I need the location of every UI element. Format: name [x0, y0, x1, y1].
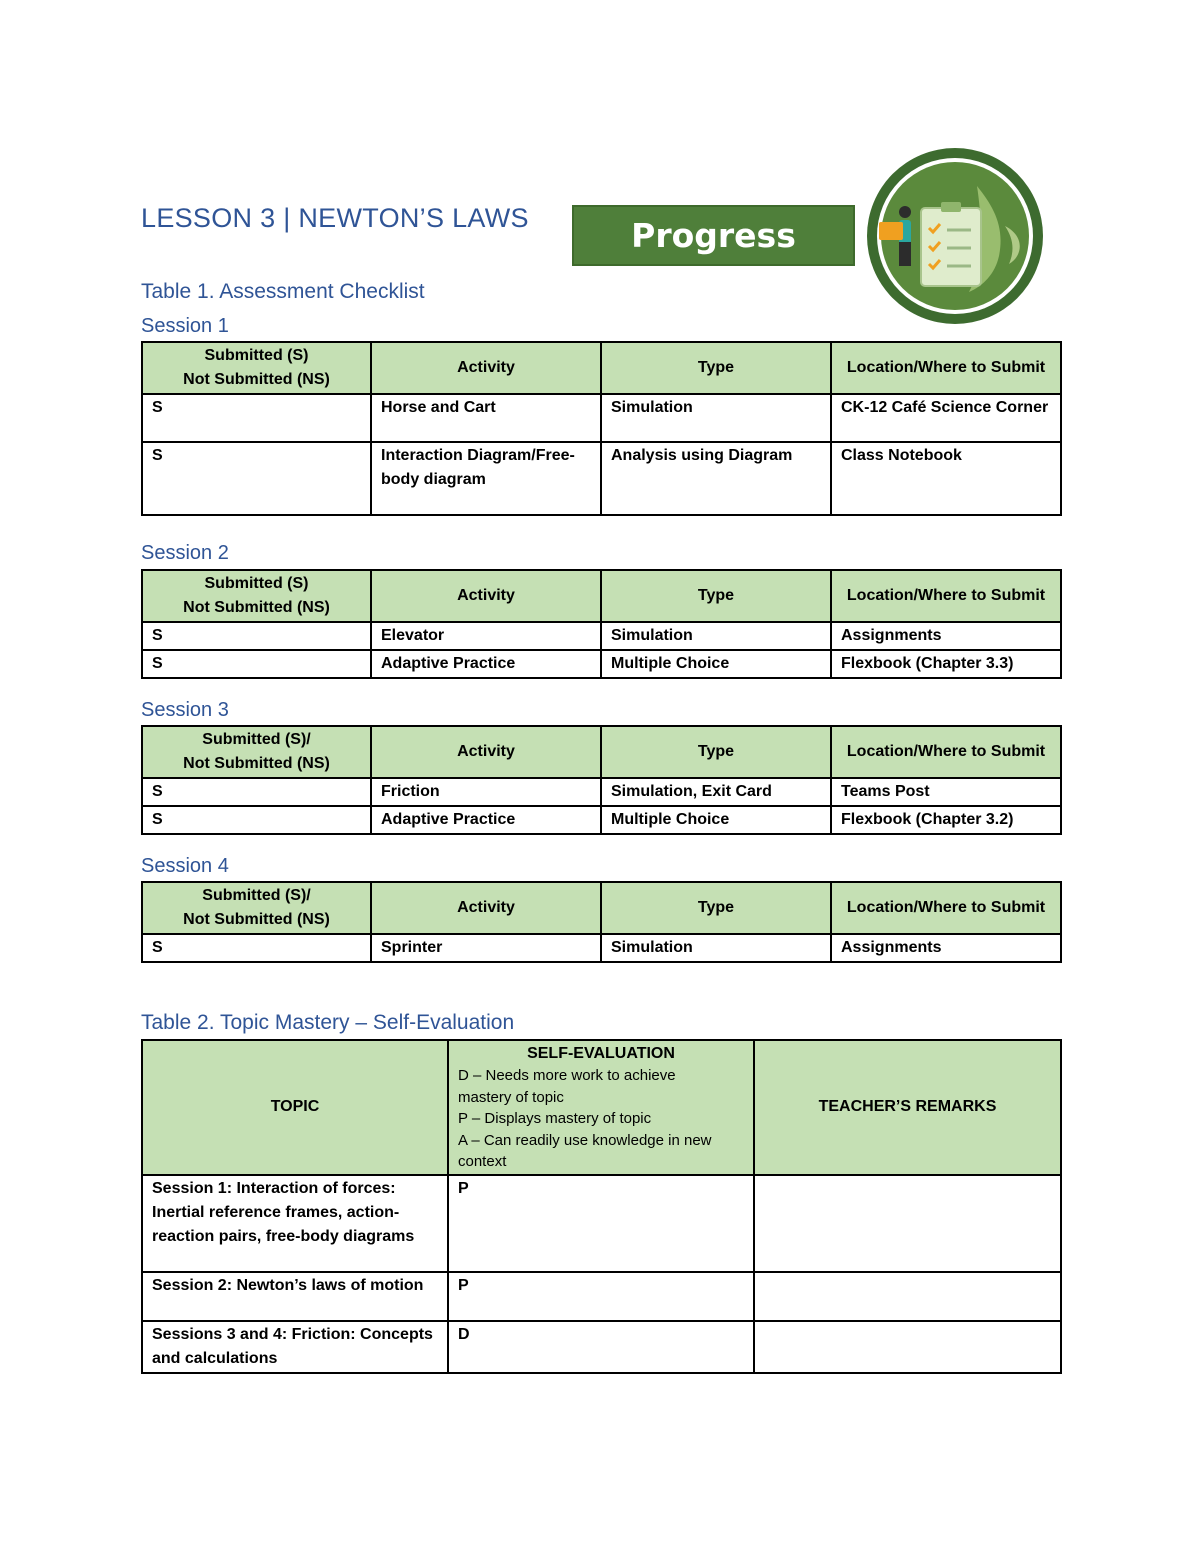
header-activity: Activity [371, 570, 601, 622]
cell-type: Analysis using Diagram [601, 442, 831, 515]
cell-type: Simulation, Exit Card [601, 778, 831, 806]
header-self-evaluation: SELF-EVALUATION D – Needs more work to achieve mastery of topic P – Displays mastery of topic A – Can readily use knowledge in new context [448, 1040, 754, 1175]
table-row [142, 394, 1061, 442]
cell-location: Teams Post [831, 778, 1061, 806]
header-topic: TOPIC [142, 1040, 448, 1175]
header-submitted: Submitted (S) Not Submitted (NS) [142, 342, 371, 394]
session-1-label: Session 1 [141, 315, 229, 337]
cell-rating: P [448, 1272, 754, 1321]
header-activity: Activity [371, 882, 601, 934]
header-type: Type [601, 342, 831, 394]
cell-activity: Adaptive Practice [371, 806, 601, 834]
table2-caption: Table 2. Topic Mastery – Self-Evaluation [141, 1011, 515, 1034]
table1-caption: Table 1. Assessment Checklist [141, 280, 425, 303]
cell-location: Flexbook (Chapter 3.2) [831, 806, 1061, 834]
table-row [142, 650, 1061, 678]
header-activity: Activity [371, 726, 601, 778]
cell-rating: P [448, 1175, 754, 1272]
cell-status: S [142, 778, 371, 806]
cell-type: Multiple Choice [601, 806, 831, 834]
header-submitted: Submitted (S) Not Submitted (NS) [142, 570, 371, 622]
cell-location: Flexbook (Chapter 3.3) [831, 650, 1061, 678]
cell-activity: Friction [371, 778, 601, 806]
cell-location: Class Notebook [831, 442, 1061, 515]
cell-remarks[interactable] [754, 1321, 1061, 1373]
cell-location: Assignments [831, 622, 1061, 650]
cell-activity: Horse and Cart [371, 394, 601, 442]
header-teacher-remarks: TEACHER’S REMARKS [754, 1040, 1061, 1175]
header-location: Location/Where to Submit [831, 342, 1061, 394]
cell-topic: Session 2: Newton’s laws of motion [142, 1272, 448, 1321]
table-row [142, 1272, 1061, 1321]
header-activity: Activity [371, 342, 601, 394]
cell-status: S [142, 934, 371, 962]
cell-status: S [142, 806, 371, 834]
cell-status: S [142, 394, 371, 442]
cell-status: S [142, 442, 371, 515]
header-type: Type [601, 570, 831, 622]
cell-type: Simulation [601, 934, 831, 962]
lesson-title: LESSON 3 | NEWTON’S LAWS [141, 203, 529, 233]
session-2-label: Session 2 [141, 542, 229, 564]
cell-activity: Sprinter [371, 934, 601, 962]
table-row [142, 806, 1061, 834]
header-location: Location/Where to Submit [831, 570, 1061, 622]
header-location: Location/Where to Submit [831, 882, 1061, 934]
cell-type: Simulation [601, 622, 831, 650]
session-3-table [141, 725, 1062, 835]
progress-check-badge: Progress Check [572, 205, 855, 266]
cell-remarks[interactable] [754, 1175, 1061, 1272]
cell-activity: Elevator [371, 622, 601, 650]
cell-type: Multiple Choice [601, 650, 831, 678]
table-row [142, 622, 1061, 650]
session-4-label: Session 4 [141, 855, 229, 877]
table-row [142, 778, 1061, 806]
session-1-table [141, 341, 1062, 516]
header-type: Type [601, 726, 831, 778]
table-row [142, 1175, 1061, 1272]
table-row [142, 1321, 1061, 1373]
session-3-label: Session 3 [141, 699, 229, 721]
cell-remarks[interactable] [754, 1272, 1061, 1321]
session-2-table [141, 569, 1062, 679]
header-submitted: Submitted (S)/ Not Submitted (NS) [142, 882, 371, 934]
cell-activity: Interaction Diagram/Free-body diagram [371, 442, 601, 515]
header-location: Location/Where to Submit [831, 726, 1061, 778]
cell-location: Assignments [831, 934, 1061, 962]
header-type: Type [601, 882, 831, 934]
cell-topic: Sessions 3 and 4: Friction: Concepts and calculations [142, 1321, 448, 1373]
session-4-table [141, 881, 1062, 963]
cell-status: S [142, 622, 371, 650]
cell-status: S [142, 650, 371, 678]
cell-topic: Session 1: Interaction of forces: Inertial reference frames, action-reaction pairs, free-body diagrams [142, 1175, 448, 1272]
cell-activity: Adaptive Practice [371, 650, 601, 678]
progress-check-logo [865, 146, 1045, 326]
self-evaluation-table [141, 1039, 1062, 1374]
header-submitted: Submitted (S)/ Not Submitted (NS) [142, 726, 371, 778]
table-row [142, 934, 1061, 962]
table-row [142, 442, 1061, 515]
cell-rating: D [448, 1321, 754, 1373]
cell-location: CK-12 Café Science Corner [831, 394, 1061, 442]
cell-type: Simulation [601, 394, 831, 442]
